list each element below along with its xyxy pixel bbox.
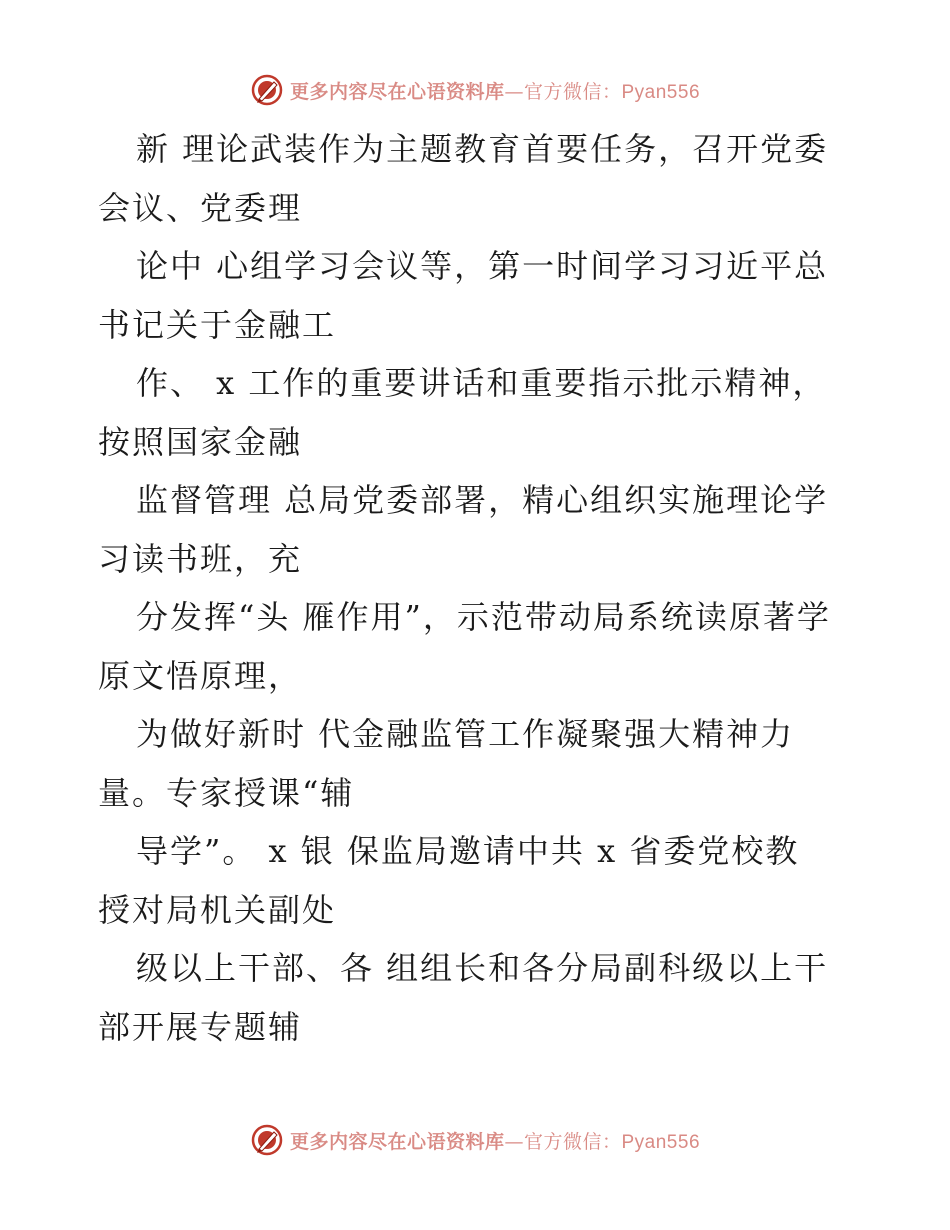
footer-watermark-id: Pyan556 [621, 1131, 701, 1153]
page-header-watermark [0, 70, 950, 110]
header-watermark-dash: — [504, 80, 524, 103]
page-footer-watermark [0, 1120, 950, 1160]
text-line: 量。专家授课“辅 [98, 773, 355, 812]
footer-watermark-text [290, 1127, 700, 1154]
text-line: 按照国家金融 [98, 422, 303, 461]
document-body [98, 120, 858, 1056]
header-watermark-suffix: 官方微信： [523, 80, 622, 103]
text-line: 会议、党委理 [98, 188, 303, 227]
text-line: 导学”。 x 银 保监局邀请中共 x 省委党校教 [136, 832, 800, 870]
pen-logo-icon [250, 1123, 284, 1157]
text-line: 新 理论武装作为主题教育首要任务，召开党委 [136, 130, 829, 168]
footer-watermark-suffix: 官方微信： [523, 1130, 622, 1153]
text-line: 为做好新时 代金融监管工作凝聚强大精神力 [136, 715, 795, 753]
text-line: 作、 x 工作的重要讲话和重要指示批示精神， [136, 364, 827, 402]
text-line: 分发挥“头 雁作用”，示范带动局系统读原著学 [136, 598, 831, 636]
footer-watermark-dash: — [504, 1130, 524, 1153]
text-line: 授对局机关副处 [98, 890, 337, 929]
header-watermark-text [290, 77, 700, 104]
text-line: 监督管理 总局党委部署，精心组织实施理论学 [136, 481, 829, 519]
pen-logo-icon [250, 73, 284, 107]
text-line: 原文悟原理， [98, 656, 303, 695]
text-line: 习读书班，充 [98, 539, 303, 578]
text-line: 书记关于金融工 [98, 305, 337, 344]
text-line: 论中 心组学习会议等，第一时间学习习近平总 [136, 247, 829, 285]
text-line: 级以上干部、各 组组长和各分局副科级以上干 [136, 949, 829, 987]
text-line: 部开展专题辅 [98, 1007, 303, 1046]
header-watermark-prefix: 更多内容尽在心语资料库 [289, 80, 505, 103]
header-watermark-id: Pyan556 [621, 81, 701, 103]
footer-watermark-prefix: 更多内容尽在心语资料库 [289, 1130, 505, 1153]
